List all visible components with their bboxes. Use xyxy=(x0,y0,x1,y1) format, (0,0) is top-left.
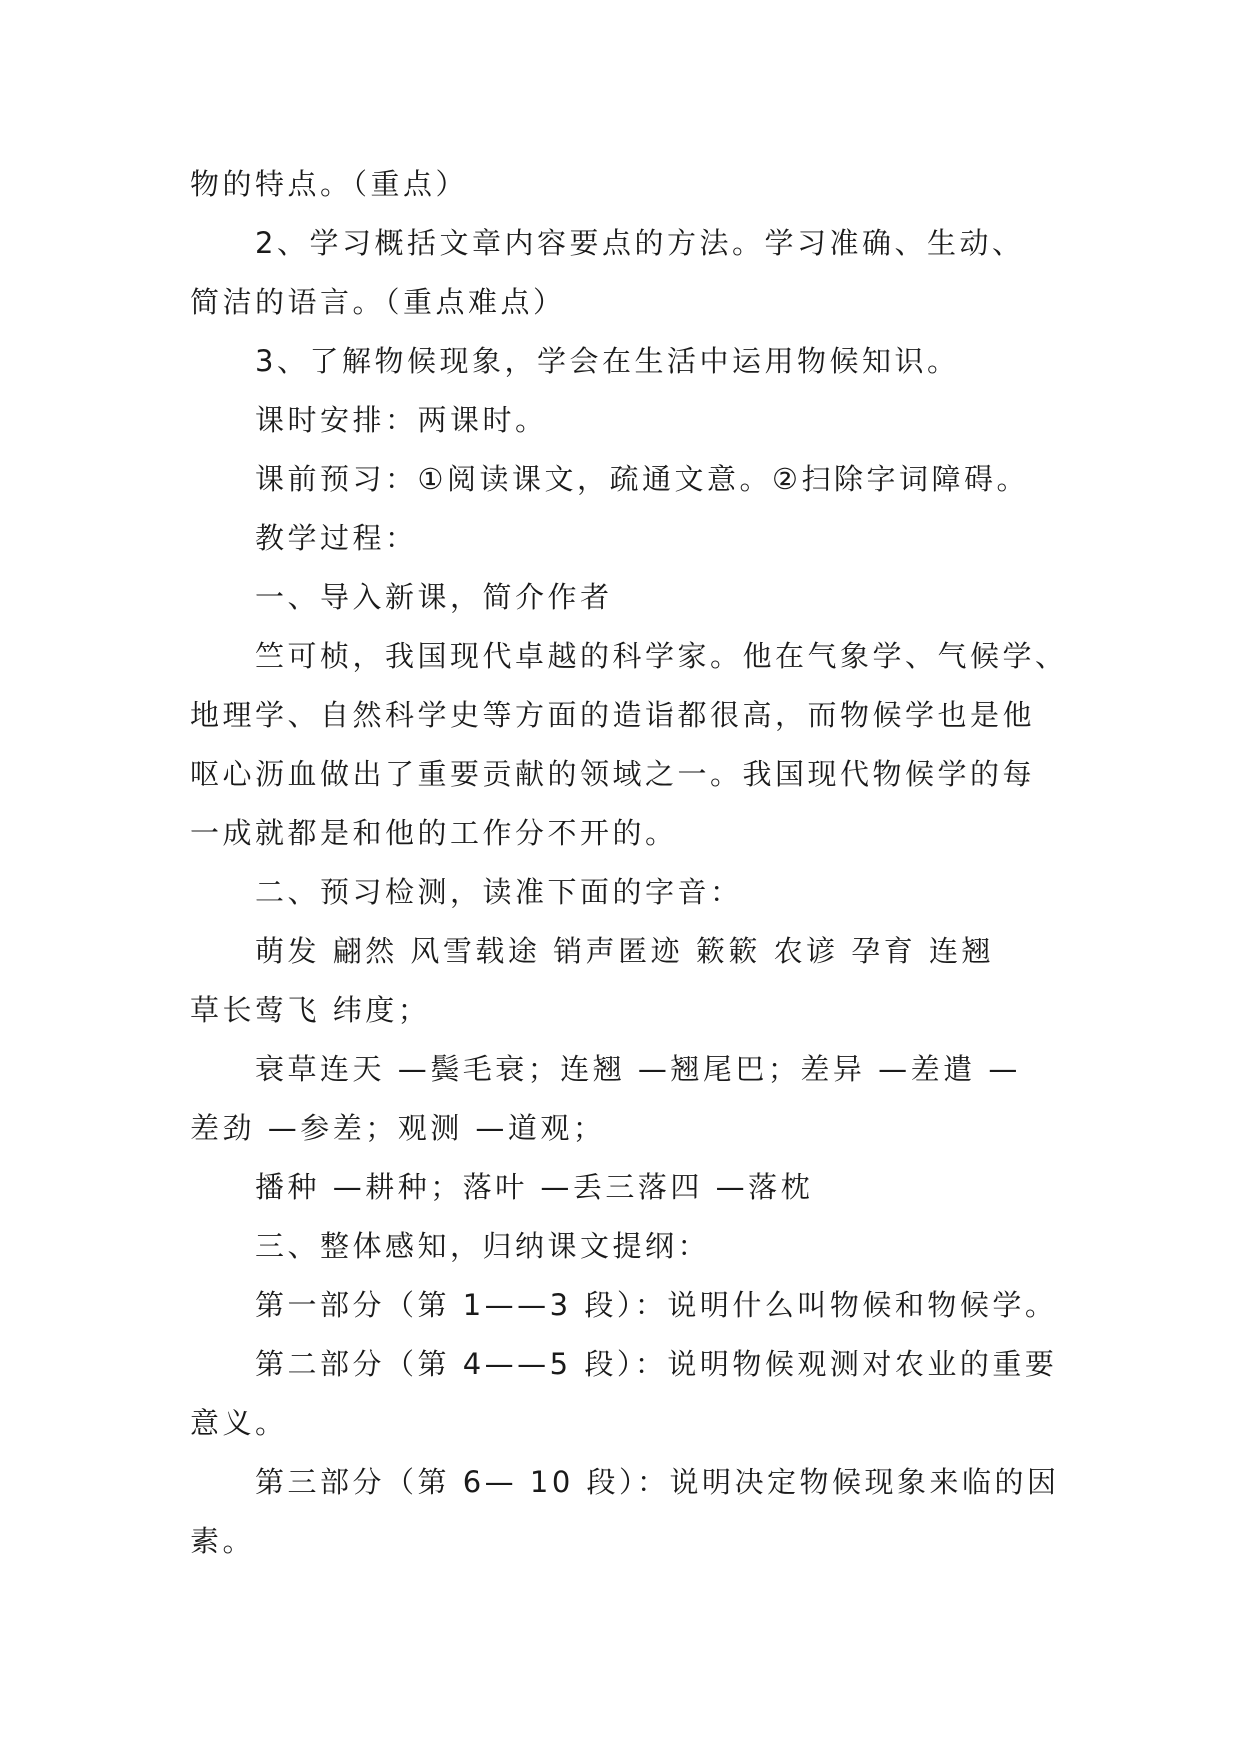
objective-2-line-2: 简洁的语言。（重点难点） xyxy=(190,285,566,319)
outline-part-3-line-1: 第三部分（第 6— 10 段）：说明决定物候现象来临的因 xyxy=(255,1465,1060,1499)
author-paragraph-line-4: 一成就都是和他的工作分不开的。 xyxy=(190,816,678,850)
vocabulary-line-2: 草长莺飞 纬度； xyxy=(190,993,431,1027)
outline-part-3-line-2: 素。 xyxy=(190,1524,256,1558)
class-schedule: 课时安排：两课时。 xyxy=(255,403,548,437)
text-line-continuation: 物的特点。（重点） xyxy=(190,167,469,201)
objective-3: 3、了解物候现象，学会在生活中运用物候知识。 xyxy=(255,344,960,378)
polyphone-line-3: 播种 —耕种；落叶 —丢三落四 —落枕 xyxy=(255,1170,814,1204)
section-2-heading: 二、预习检测，读准下面的字音： xyxy=(255,875,743,909)
preview-task: 课前预习：①阅读课文，疏通文意。②扫除字词障碍。 xyxy=(255,462,1029,496)
polyphone-line-2: 差劲 —参差；观测 —道观； xyxy=(190,1111,606,1145)
vocabulary-line-1: 萌发 翩然 风雪载途 销声匿迹 簌簌 农谚 孕育 连翘 xyxy=(255,934,995,968)
section-1-heading: 一、导入新课，简介作者 xyxy=(255,580,613,614)
author-paragraph-line-3: 呕心沥血做出了重要贡献的领域之一。我国现代物候学的每 xyxy=(190,757,1036,791)
outline-part-2-line-1: 第二部分（第 4——5 段）：说明物候观测对农业的重要 xyxy=(255,1347,1058,1381)
objective-2-line-1: 2、学习概括文章内容要点的方法。学习准确、生动、 xyxy=(255,226,1025,260)
outline-part-1: 第一部分（第 1——3 段）：说明什么叫物候和物候学。 xyxy=(255,1288,1058,1322)
author-paragraph-line-2: 地理学、自然科学史等方面的造诣都很高，而物候学也是他 xyxy=(190,698,1036,732)
section-3-heading: 三、整体感知，归纳课文提纲： xyxy=(255,1229,711,1263)
polyphone-line-1: 衰草连天 —鬓毛衰；连翘 —翘尾巴；差异 —差遣 — xyxy=(255,1052,1021,1086)
outline-part-2-line-2: 意义。 xyxy=(190,1406,288,1440)
author-paragraph-line-1: 竺可桢，我国现代卓越的科学家。他在气象学、气候学、 xyxy=(255,639,1068,673)
process-heading: 教学过程： xyxy=(255,521,418,555)
